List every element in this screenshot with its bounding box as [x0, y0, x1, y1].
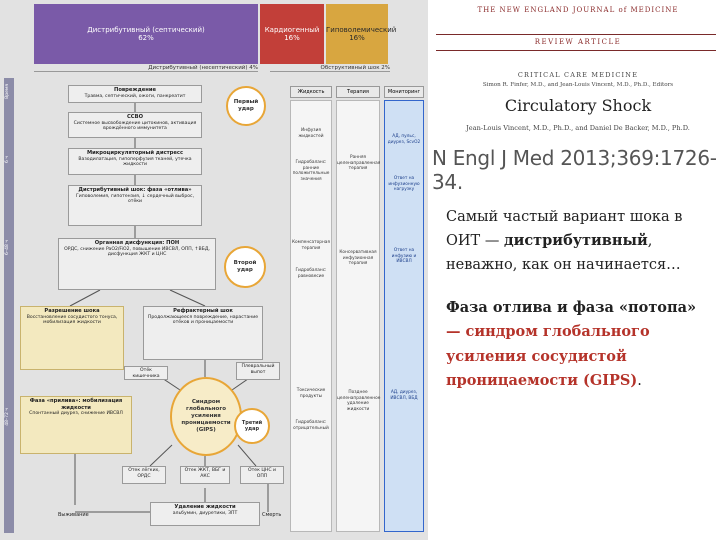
shock-resolution-text: Восстановление сосудистого тонуса, мобилизация жидкости	[26, 314, 118, 326]
para2-gips-text: — синдром глобального усиления сосудистой проницаемости (GIPS)	[446, 323, 650, 390]
fluid-removal-text: альбумин, диуретики, ЗПТ	[172, 510, 238, 516]
sirs-title: ССВО	[127, 114, 143, 120]
bar-footnote-right: Обструктивный шок 2%	[270, 65, 390, 72]
para2-heading: Фаза отлива и фаза «потопа»	[446, 299, 697, 316]
distributive-label: Дистрибутивный (септический)	[87, 25, 205, 34]
paragraph-2	[446, 296, 708, 394]
hypovolemic-pct: 16%	[349, 34, 365, 42]
therapy-cell-3: Позднее целенаправленное удаление жидкости	[337, 390, 381, 412]
organ-outcome-3	[240, 466, 284, 484]
time-label-0: Время	[5, 84, 10, 99]
pleural-box	[236, 362, 280, 380]
organ-dysfunction-title: Органная дисфункция: ПОН	[94, 240, 180, 246]
fluid-mobilisation-text: Спонтанный диурез, снижение ИВСВЛ	[29, 411, 123, 416]
organ-outcome-1-text: Отек лёгких, ОРДС	[128, 468, 160, 479]
fluid-removal-box	[150, 502, 260, 526]
death-label: Смерть	[262, 512, 282, 518]
gut-edema-box	[124, 366, 168, 380]
col-header-monitoring: Мониторинг	[384, 86, 424, 98]
bar-footnote-left: Дистрибутивный (несептический) 4%	[34, 65, 258, 72]
injury-box	[68, 85, 202, 103]
monitoring-cell-4: АД, диурез, ИВСВЛ, ВБД	[390, 390, 418, 401]
refractory-box	[143, 306, 263, 360]
category-label: CRITICAL CARE MEDICINE	[517, 71, 639, 79]
monitoring-cell-1: АД, пульс, диурез, ScvO2	[387, 134, 421, 145]
organ-outcome-2-text: Отек ЖКТ, ВБГ и АКС	[184, 468, 226, 479]
fluids-cell-5: Токсические продукты	[296, 388, 326, 399]
sirs-text: Системное высвобождение цитокинов, активация врождённого иммунитета	[73, 120, 197, 132]
citation: N Engl J Med 2013;369:1726-34.	[432, 146, 717, 194]
paragraph-1	[446, 206, 708, 277]
hypovolemic-label: Гиповолемический	[326, 25, 397, 34]
shock-resolution-box	[20, 306, 124, 370]
header-rule-top	[436, 34, 716, 35]
first-hit-circle	[226, 86, 266, 126]
time-label-2: 6–48 ч	[5, 240, 10, 255]
organ-outcome-3-text: Отек ЦНС и ОПП	[247, 468, 277, 479]
article-title: Circulatory Shock	[504, 96, 652, 115]
fluids-cell-2: Гидробаланс: ранние положительные значения	[292, 160, 330, 182]
refractory-title: Рефрактерный шок	[173, 308, 233, 314]
fluids-cell-6: Гидробаланс: отрицательный	[293, 420, 329, 431]
journal-header: THE NEW ENGLAND JOURNAL of MEDICINE	[477, 6, 679, 14]
monitoring-column	[384, 100, 424, 532]
distributive-pct: 62%	[138, 34, 154, 42]
section-label: REVIEW ARTICLE	[534, 38, 622, 46]
para1-text-a: Самый частый вариант шока в ОИТ —	[446, 209, 683, 250]
cardiogenic-label: Кардиогенный	[264, 25, 320, 34]
fluid-mobilisation-box	[20, 396, 132, 454]
fluids-cell-4: Гидробаланс: равновесие	[295, 268, 327, 279]
col-header-fluids: Жидкость	[290, 86, 332, 98]
distrib-ebb-text: Гиповолемия, гипотензия, ↓ сердечный выброс, отёки	[75, 193, 195, 205]
therapy-cell-2: Консервативная инфузионная терапия	[339, 250, 377, 267]
organ-dysfunction-text: ОРДС, снижение PaO2/FiO2, повышение ИВСВЛ, ОПП, ↑ВБД, дисфункция ЖКТ и ЦНС	[64, 246, 210, 258]
editors-line: Simon R. Finfer, M.D., and Jean-Louis Vincent, M.D., Ph.D., Editors	[482, 82, 674, 88]
distrib-ebb-title: Дистрибутивный шок: фаза «отлива»	[78, 187, 192, 193]
fluid-removal-title: Удаление жидкости	[174, 504, 236, 510]
time-label-3: 48–72 ч	[5, 408, 10, 426]
organ-dysfunction-box	[58, 238, 216, 290]
gut-edema-text: Отёк кишечника	[132, 368, 160, 379]
first-hit-label: Первый удар	[233, 99, 259, 112]
shock-resolution-title: Разрешение шока	[44, 308, 100, 314]
gips-circle	[170, 377, 242, 456]
injury-text: Травма, септический, ожоги, панкреатит	[84, 93, 186, 99]
fluids-cell-1: Инфузия жидкостей	[298, 128, 324, 139]
organ-outcome-1	[122, 466, 166, 484]
monitoring-cell-2: Ответ на инфузионную нагрузку	[388, 176, 420, 193]
gips-label: Синдром глобального усиления проницаемости (GIPS)	[181, 399, 231, 433]
refractory-text: Продолжающееся повреждение, нарастание отёков и проницаемости	[147, 314, 259, 326]
para1-emphasis: дистрибутивный	[503, 232, 648, 250]
recovery-label: Выживание	[58, 512, 89, 518]
pleural-text: Плевральный выпот	[241, 364, 275, 375]
therapy-cell-1: Ранняя целенаправленная терапия	[337, 155, 381, 172]
para2-period: .	[637, 373, 642, 390]
micro-text: Вазодилатация, гипоперфузия тканей, утечка жидкости	[78, 156, 192, 168]
organ-outcome-2	[180, 466, 230, 484]
third-hit-label: Третий удар	[241, 419, 263, 432]
fluid-mobilisation-title: Фаза «прилива»: мобилизация жидкости	[29, 398, 123, 411]
cardiogenic-pct: 16%	[284, 34, 300, 42]
header-rule-bottom	[436, 50, 716, 51]
fluids-cell-3: Компенсаторная терапия	[291, 240, 331, 251]
second-hit-label: Второй удар	[233, 260, 257, 273]
authors-line: Jean-Louis Vincent, M.D., Ph.D., and Daniel De Backer, M.D., Ph.D.	[466, 124, 690, 132]
time-label-1: 6 ч	[5, 156, 10, 163]
para1-text-c: , неважно, как он начинается…	[446, 233, 681, 273]
micro-title: Микроциркуляторный дистресс	[86, 150, 184, 156]
second-hit-circle	[224, 246, 266, 288]
sirs-box	[68, 112, 202, 138]
distrib-ebb-box	[68, 185, 202, 226]
col-header-therapy: Терапия	[336, 86, 380, 98]
third-hit-circle	[234, 408, 270, 444]
monitoring-cell-3: Ответ на инфузию и ИВСВЛ	[391, 248, 417, 265]
micro-box	[68, 148, 202, 175]
injury-title: Повреждение	[113, 87, 157, 93]
